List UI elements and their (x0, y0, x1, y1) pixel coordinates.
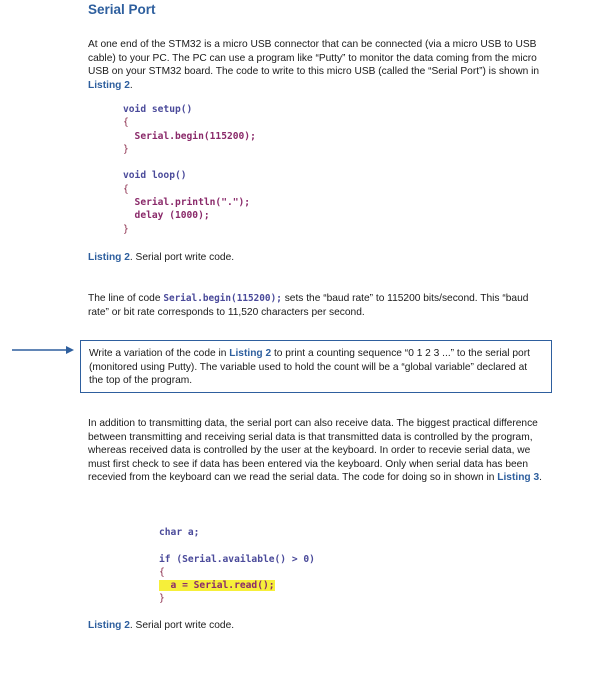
intro-text: At one end of the STM32 is a micro USB connector that can be connected (via a micro USB to USB cable) to your PC. The PC can use a program like “Putty” to monitor the data coming from the micro USB on your STM32 board. The code to write to this micro USB (called the “Serial Port”) is shown in (88, 39, 540, 77)
task-text: Write a variation of the code in (89, 348, 230, 359)
code-line: if (Serial.available() > 0) (159, 553, 315, 565)
caption-label: Listing 2 (88, 620, 130, 631)
listing-3-code (159, 526, 315, 606)
listing-2-code (123, 103, 256, 236)
listing-3-reference[interactable]: Listing 3 (497, 472, 540, 483)
receive-text-end: . (539, 472, 542, 483)
listing-caption (88, 252, 234, 263)
code-line: void loop() (123, 170, 187, 182)
listing-2-reference[interactable]: Listing 2 (88, 79, 130, 91)
code-line: Serial.begin(115200); (123, 130, 256, 142)
caption-label: Listing 2 (88, 252, 130, 263)
caption-text: . Serial port write code. (129, 620, 235, 631)
code-line: { (123, 117, 129, 129)
caption-text: . Serial port write code. (129, 252, 235, 263)
code-line: Serial.println("."); (123, 197, 251, 209)
code-line: } (123, 223, 129, 235)
listing-2-reference[interactable]: Listing 2 (229, 348, 272, 359)
highlighted-code-line: a = Serial.read(); (159, 580, 275, 592)
code-line: { (123, 183, 129, 195)
code-line: } (159, 593, 165, 605)
code-line: { (159, 566, 165, 578)
code-line: char a; (159, 527, 200, 538)
listing-caption (88, 620, 234, 631)
intro-paragraph (88, 38, 548, 92)
code-line: void setup() (123, 104, 193, 115)
inline-code: Serial.begin(115200); (163, 293, 282, 304)
exercise-box (80, 340, 552, 393)
section-heading: Serial Port (88, 2, 156, 17)
task-text-end: to print a counting sequence “0 1 2 3 ...” to the serial port (monitored using Putty). The variable used to hold the count will be a “global variable” declared at the top of the program. (89, 348, 530, 386)
receive-paragraph (88, 417, 548, 485)
baud-paragraph (88, 292, 548, 319)
intro-text-end: . (129, 79, 133, 91)
code-line: delay (1000); (123, 210, 210, 222)
baud-text: The line of code (88, 293, 164, 304)
baud-text-end: sets the “baud rate” to 115200 bits/second. This “baud rate” or bit rate corresponds to 11,520 characters per second. (88, 293, 529, 318)
arrow-right-icon (12, 345, 74, 355)
receive-text: In addition to transmitting data, the serial port can also receive data. The biggest practical difference between transmitting and receiving serial data is that transmitted data is controlled by the program, whereas received data is controlled by the user at the keyboard. In order to recevie serial data, we must first check to see if data has been entered via the keyboard. Only when serial data has been recevied from the keyboard can we read the serial data. The code for doing so in shown in (88, 418, 538, 483)
code-line: } (123, 143, 129, 155)
